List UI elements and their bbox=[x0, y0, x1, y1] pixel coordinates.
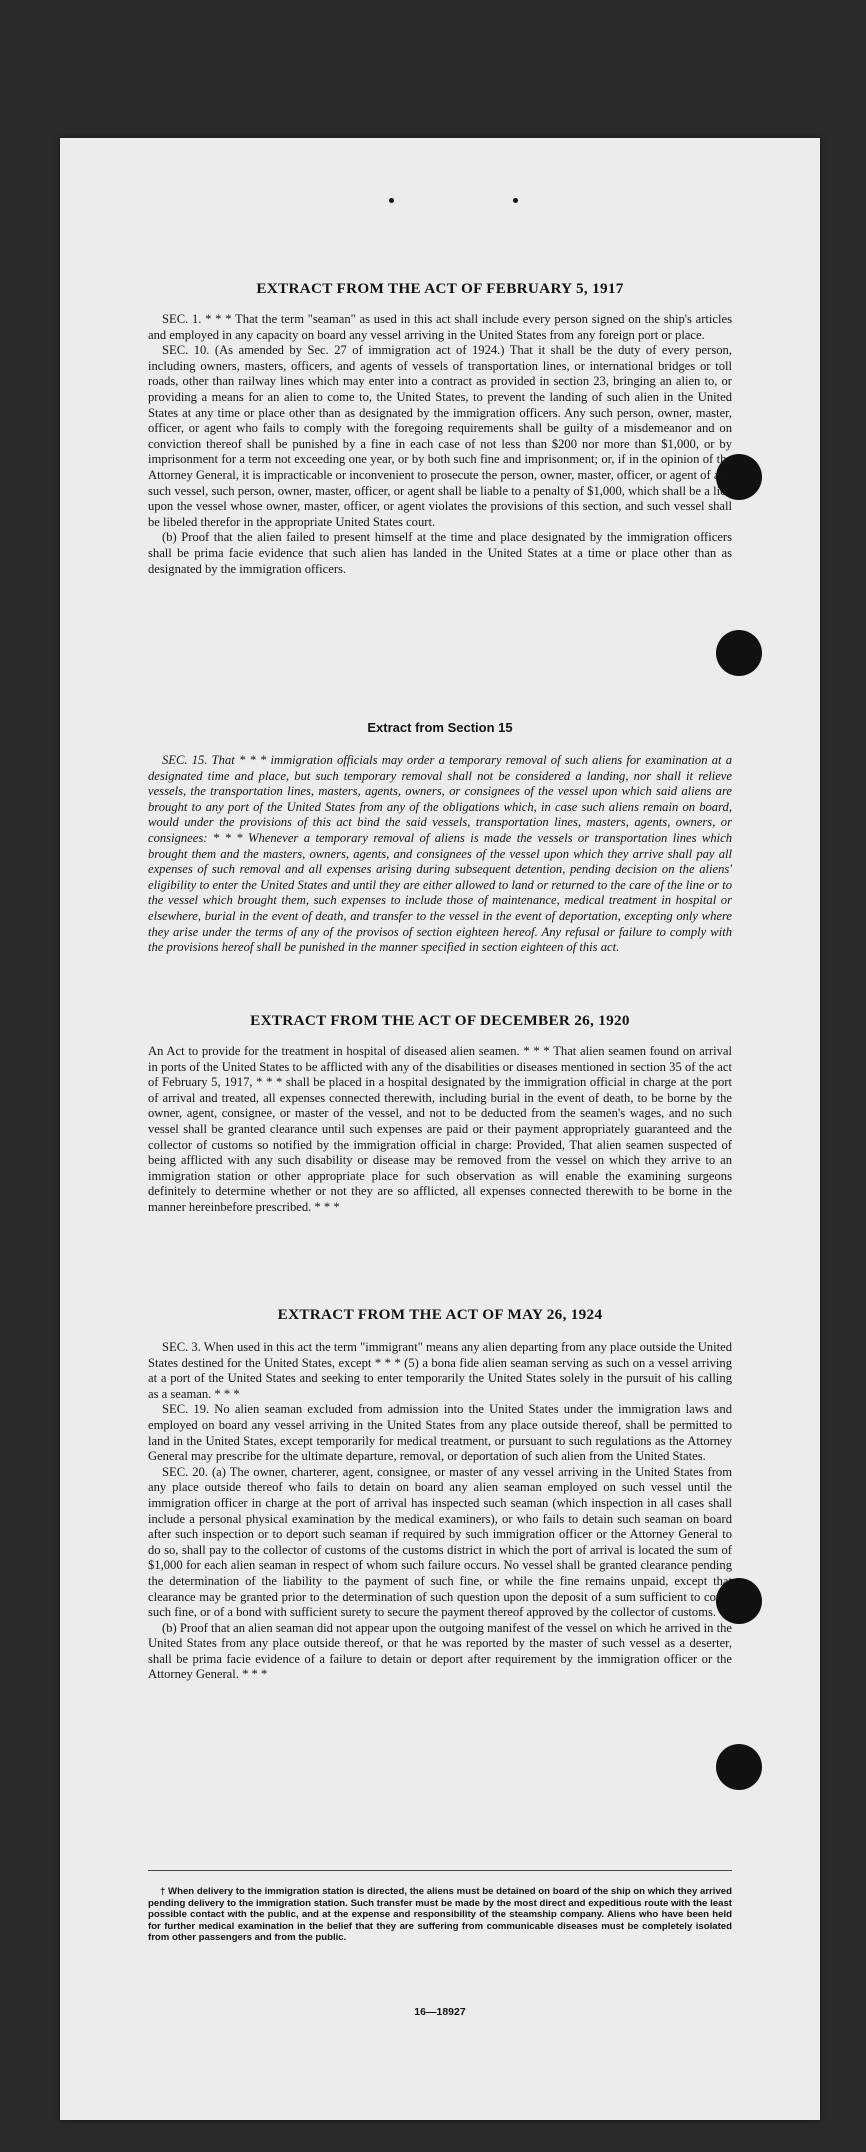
paragraph-sec-20a: SEC. 20. (a) The owner, charterer, agent, consignee, or master of any vessel arriving in the United States from any place outside thereof who fails to detain on board any alien seaman employed on such vessel until the immigration officer in charge at the port of arrival has inspected such seaman (which inspection in all cases shall include a personal physical examination by the medical examiners), or who fails to detain such seaman on board after such inspection or to deport such seaman if required by such immigration officer or the Attorney General to do so, shall pay to the collector of customs of the customs district in which the port of arrival is located the sum of $1,000 for each alien seaman in respect of whom such failure occurs. No vessel shall be granted clearance pending the determination of the liability to the payment of such fine, or while the fine remains unpaid, except that clearance may be granted prior to the determination of such question upon the deposit of a sum sufficient to cover such fine, or of a bond with sufficient surety to secure the payment thereof approved by the collector of customs. bbox=[148, 1464, 732, 1620]
paragraph-sec-19: SEC. 19. No alien seaman excluded from admission into the United States under the immigration laws and employed on board any vessel arriving in the United States from any place outside thereof, shall be permitted to land in the United States, except temporarily for medical treatment, or pursuant to such regulations as the Attorney General may prescribe for the ultimate departure, removal, or deportation of such alien from the United States. bbox=[148, 1402, 732, 1464]
section-may-1924 bbox=[148, 1306, 732, 1683]
dot-mark bbox=[389, 198, 394, 203]
top-marks bbox=[60, 198, 820, 206]
section-15 bbox=[148, 720, 732, 956]
paragraph-sec-3: SEC. 3. When used in this act the term "immigrant" means any alien departing from any place outside the United States destined for the United States, except * * * (5) a bona fide alien seaman serving as such on a vessel arriving at a port of the United States and seeking to enter temporarily the United States solely in the pursuit of his calling as a seaman. * * * bbox=[148, 1340, 732, 1401]
paragraph-sec-15: SEC. 15. That * * * immigration officials may order a temporary removal of such aliens for examination at a designated time and place, but such temporary removal shall not be considered a landing, nor shall it relieve vessels, the transportation lines, masters, agents, owners, or consignees of the vessel upon which said aliens are brought to any port of the United States from any of the obligations which, in case such aliens remain on board, would under the provisions of this act bind the said vessels, transportation lines, masters, agents, owners, or consignees: * * * Whenever a temporary removal of aliens is made the vessels or transportation lines which brought them and the masters, owners, agents, and consignees of the vessel upon which they arrive shall pay all expenses of such removal and all expenses arising during subsequent detention, pending decision on the aliens' eligibility to enter the United States and until they are either allowed to land or returned to the care of the line or to the vessel which brought them, such expenses to include those of maintenance, medical treatment in hospital or elsewhere, burial in the event of death, and transfer to the vessel in the event of deportation, excepting only where they arise under the terms of any of the provisos of section eighteen hereof. Any refusal or failure to comply with the provisions hereof shall be punished in the manner specified in section eighteen of this act. bbox=[148, 753, 732, 955]
paragraph-sec-10: SEC. 10. (As amended by Sec. 27 of immigration act of 1924.) That it shall be the duty of every person, including owners, masters, officers, and agents of vessels of transportation lines, or international bridges or toll roads, other than railway lines which may enter into a contract as provided in section 23, bringing an alien to, or providing a means for an alien to come to, the United States, to prevent the landing of such alien in the United States at any time or place other than as designated by the immigration officers. Any such person, owner, master, officer, or agent who fails to comply with the foregoing requirements shall be guilty of a misdemeanor and on conviction thereof shall be punished by a fine in each case of not less than $200 nor more than $1,000, or by imprisonment for a term not exceeding one year, or by both such fine and imprisonment; or, if in the opinion of the Attorney General, it is impracticable or inconvenient to prosecute the person, owner, master, officer, or agent of any such vessel, such person, owner, master, officer, or agent shall be liable to a penalty of $1,000, which shall be a lien upon the vessel whose owner, master, officer, or agent violates the provisions of this section, and such vessel shall be libeled therefor in the appropriate United States court. bbox=[148, 343, 732, 529]
footnote-divider bbox=[148, 1870, 732, 1871]
heading-act-feb-1917: EXTRACT FROM THE ACT OF FEBRUARY 5, 1917 bbox=[256, 280, 624, 297]
paragraph-act-1920: An Act to provide for the treatment in hospital of diseased alien seamen. * * * That alien seamen found on arrival in ports of the United States to be afflicted with any of the disabilities or diseases mentioned in section 35 of the act of February 5, 1917, * * * shall be placed in a hospital designated by the immigration official in charge at the port of arrival and treated, all expenses connected therewith, including burial in the event of death, to be borne by the owner, agent, consignee, or master of the vessel, and not to be deducted from the seamen's wages, and no such vessel shall be granted clearance until such expenses are paid or their payment appropriately guaranteed and the collector of customs so notified by the immigration official in charge: Provided, That alien seamen suspected of being afflicted with any such disability or disease may be removed from the vessel on which they arrive to an immigration station or other appropriate place for such observation as will enable the examining surgeons definitely to determine whether or not they are so afflicted, all expenses connected therewith to be borne in the manner hereinbefore prescribed. * * * bbox=[148, 1044, 732, 1214]
punch-hole bbox=[716, 630, 762, 676]
dot-mark bbox=[513, 198, 518, 203]
heading-act-may-1924: EXTRACT FROM THE ACT OF MAY 26, 1924 bbox=[277, 1306, 603, 1323]
section-dec-1920 bbox=[148, 1012, 732, 1216]
paragraph-sec-10b: (b) Proof that the alien failed to present himself at the time and place designated by the immigration officers shall be prima facie evidence that such alien has landed in the United States at a time or place other than as designated by the immigration officers. bbox=[148, 530, 732, 576]
section-feb-1917 bbox=[148, 280, 732, 577]
page-number: 16—18927 bbox=[414, 2006, 466, 2018]
paragraph-sec-20b: (b) Proof that an alien seaman did not appear upon the outgoing manifest of the vessel on which he arrived in the United States from any place outside thereof, or that he was reported by the master of such vessel as a deserter, shall be prima facie evidence of a failure to detain or deport after requirement by the immigration officer or the Attorney General. * * * bbox=[148, 1620, 732, 1682]
heading-section-15: Extract from Section 15 bbox=[367, 720, 513, 735]
footnote: † When delivery to the immigration station is directed, the aliens must be detained on board of the ship on which they arrived pending delivery to the immigration station. Such transfer must be made by the most direct and expeditious route with the least possible contact with the public, and at the expense and responsibility of the steamship company. Aliens who have been held for further medical examination in the belief that they are suffering from communicable diseases must be completely isolated from other passengers and from the public. bbox=[148, 1886, 732, 1944]
footnote-block bbox=[148, 1886, 732, 1944]
document-page bbox=[60, 138, 820, 2120]
heading-act-dec-1920: EXTRACT FROM THE ACT OF DECEMBER 26, 1920 bbox=[250, 1012, 630, 1029]
paragraph-sec-1: SEC. 1. * * * That the term "seaman" as used in this act shall include every person signed on the ship's articles and employed in any capacity on board any vessel arriving in the United States from any foreign port or place. bbox=[148, 312, 732, 342]
punch-hole bbox=[716, 1744, 762, 1790]
